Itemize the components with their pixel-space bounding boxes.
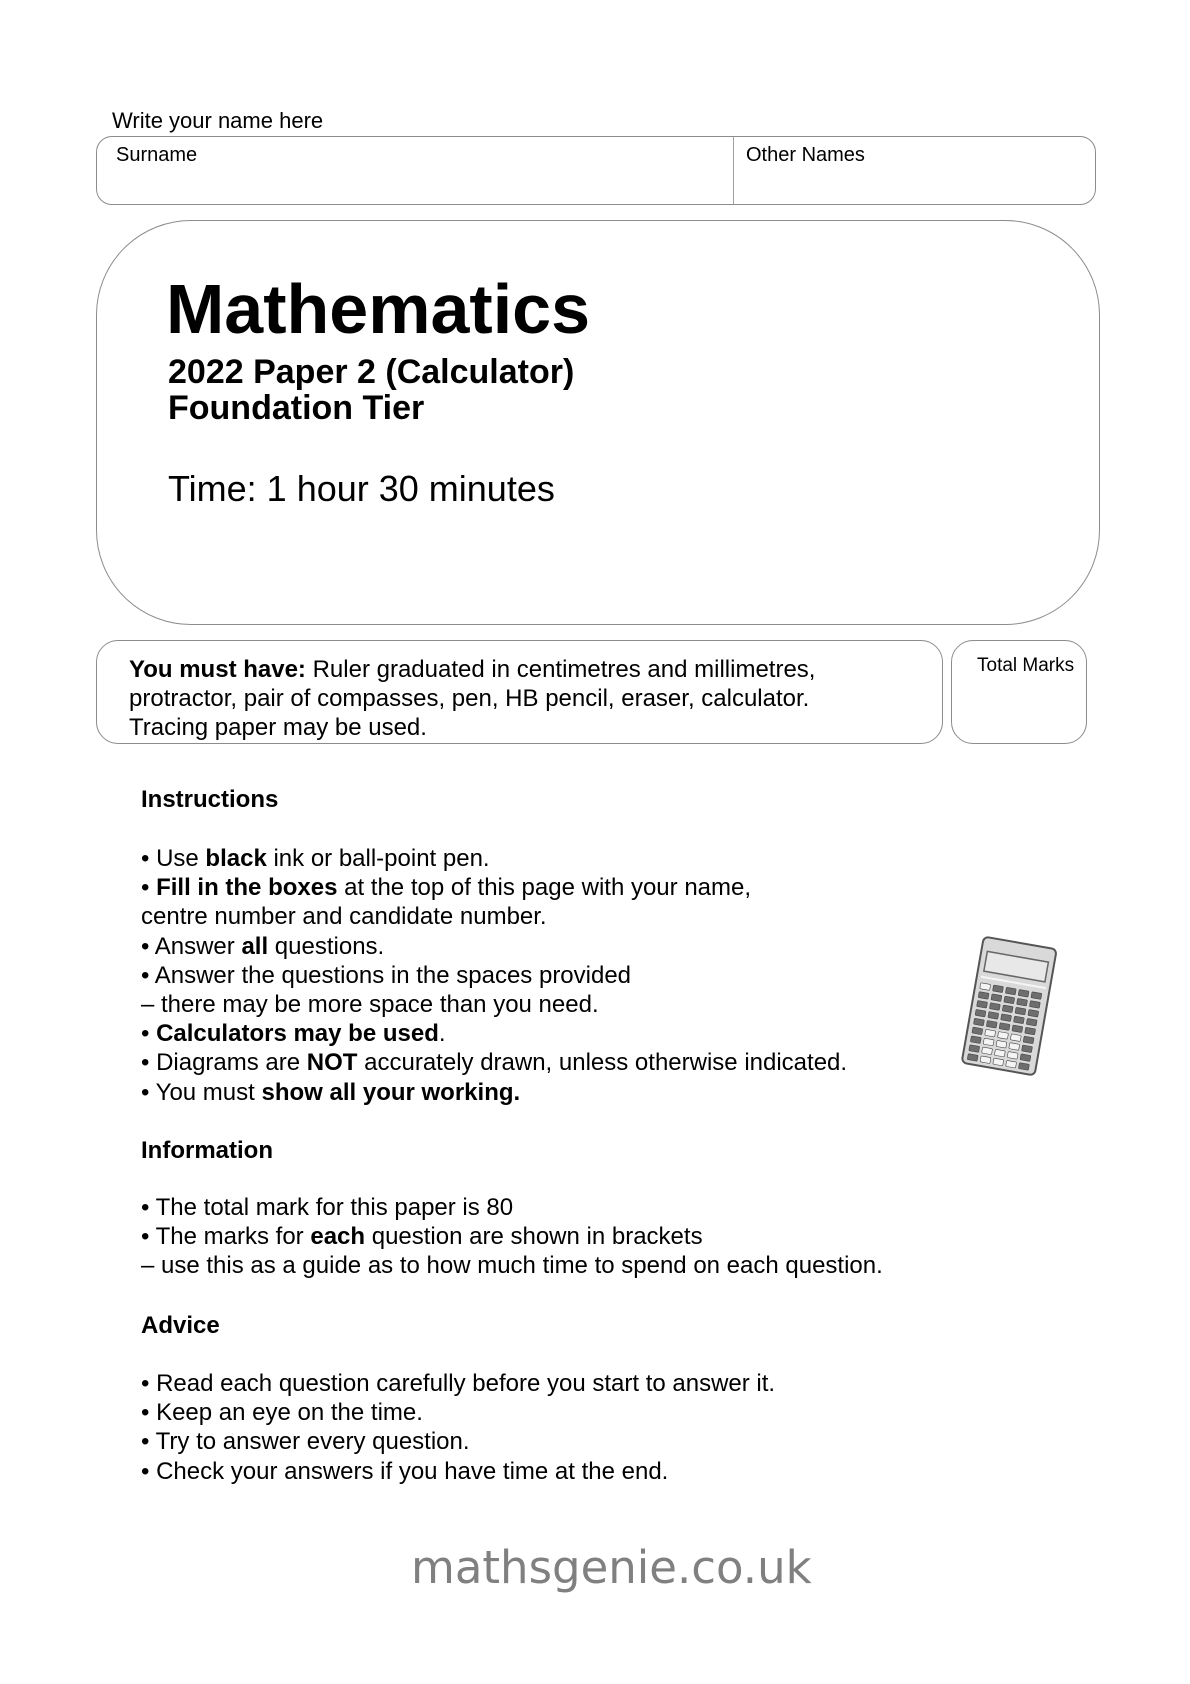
must-have-label: You must have: <box>129 656 306 683</box>
calculator-key <box>1029 1001 1040 1009</box>
information-text: • The marks for <box>141 1223 311 1251</box>
calculator-key <box>991 994 1002 1002</box>
information-heading: Information <box>141 1137 273 1164</box>
calculator-key <box>1004 996 1015 1004</box>
calculator-key <box>983 1038 994 1046</box>
calculator-key <box>999 1023 1010 1031</box>
calculator-key <box>1026 1018 1037 1026</box>
instruction-item <box>141 962 631 990</box>
instruction-text: • Answer <box>141 932 242 960</box>
calculator-key <box>993 1058 1004 1066</box>
total-marks-box[interactable] <box>951 640 1087 744</box>
instruction-item <box>141 1020 446 1048</box>
calculator-key <box>972 1027 983 1035</box>
other-names-field[interactable] <box>741 169 1087 203</box>
calculator-key <box>975 1009 986 1017</box>
instruction-text: questions. <box>268 932 385 960</box>
calculator-key <box>1012 1025 1023 1033</box>
calculator-key <box>1007 1052 1018 1060</box>
must-have-line-3: Tracing paper may be used. <box>129 714 427 741</box>
instruction-text: accurately drawn, unless otherwise indicated. <box>357 1049 848 1077</box>
calculator-key <box>1017 998 1028 1006</box>
write-name-label: Write your name here <box>112 108 324 133</box>
instruction-item <box>141 933 384 961</box>
must-have-line-1 <box>129 656 815 684</box>
advice-item <box>141 1458 668 1486</box>
calculator-key <box>977 1000 988 1008</box>
calculator-key <box>1002 1005 1013 1013</box>
time-allowed: Time: 1 hour 30 minutes <box>168 468 555 509</box>
calculator-key <box>982 1047 993 1055</box>
advice-text: • Read each question carefully before you start to answer it. <box>141 1370 776 1397</box>
calculator-key <box>967 1054 978 1062</box>
instruction-text: centre number and candidate number. <box>141 903 547 931</box>
advice-text: • Keep an eye on the time. <box>141 1399 423 1427</box>
calculator-key <box>980 983 991 991</box>
instruction-text: • <box>141 874 157 902</box>
other-names-label: Other Names <box>746 144 865 166</box>
subject-title: Mathematics <box>166 270 591 348</box>
calculator-key <box>973 1018 984 1026</box>
instruction-emphasis: Calculators may be used <box>156 1020 439 1048</box>
calculator-key <box>980 1056 991 1064</box>
information-emphasis: each <box>310 1223 366 1251</box>
advice-item <box>141 1399 423 1427</box>
calculator-key <box>1006 1060 1017 1068</box>
advice-text: • Try to answer every question. <box>141 1428 470 1456</box>
instruction-item <box>141 874 751 902</box>
instruction-item <box>141 991 599 1019</box>
instruction-emphasis: show all your working. <box>261 1078 521 1106</box>
calculator-key <box>989 1003 1000 1011</box>
calculator-key <box>1025 1027 1036 1035</box>
calculator-key <box>994 1049 1005 1057</box>
tier-title: Foundation Tier <box>168 389 425 427</box>
calculator-key <box>978 992 989 1000</box>
calculator-key <box>970 1036 981 1044</box>
instruction-text: • <box>141 1020 157 1048</box>
information-text: question are shown in brackets <box>365 1223 703 1251</box>
advice-heading: Advice <box>141 1312 220 1339</box>
calculator-key <box>1028 1009 1039 1017</box>
information-item <box>141 1252 883 1280</box>
calculator-key <box>969 1045 980 1053</box>
instruction-item <box>141 1049 847 1077</box>
surname-field[interactable] <box>107 169 727 203</box>
instruction-emphasis: NOT <box>306 1049 358 1077</box>
calculator-key <box>996 1040 1007 1048</box>
calculator-key <box>1013 1016 1024 1024</box>
instruction-text: at the top of this page with your name, <box>337 874 752 902</box>
footer-site: mathsgenie.co.uk <box>411 1541 812 1594</box>
instruction-item <box>141 845 490 873</box>
instruction-text: . <box>438 1020 446 1048</box>
calculator-key <box>988 1012 999 1020</box>
instruction-text: • Diagrams are <box>141 1049 307 1077</box>
instruction-item <box>141 1079 520 1107</box>
instruction-emphasis: black <box>205 845 267 872</box>
calculator-key <box>1009 1043 1020 1051</box>
must-have-text: Ruler graduated in centimetres and millimetres, <box>305 656 816 683</box>
calculator-key <box>1022 1045 1033 1053</box>
instruction-emphasis: all <box>241 932 269 960</box>
calculator-key <box>1023 1036 1034 1044</box>
advice-text: • Check your answers if you have time at the end. <box>141 1457 669 1485</box>
advice-item <box>141 1428 470 1456</box>
instruction-text: • Answer the questions in the spaces provided <box>141 961 632 989</box>
calculator-key <box>1010 1034 1021 1042</box>
information-text: • The total mark for this paper is 80 <box>141 1194 514 1221</box>
calculator-key <box>1005 987 1016 995</box>
calculator-key <box>1018 990 1029 998</box>
instruction-text: – there may be more space than you need. <box>141 991 599 1018</box>
calculator-key <box>1001 1014 1012 1022</box>
instruction-text: • Use <box>141 845 206 872</box>
instructions-heading: Instructions <box>141 786 279 813</box>
information-text: – use this as a guide as to how much time to spend on each question. <box>141 1252 883 1280</box>
calculator-icon <box>958 936 1060 1078</box>
calculator-key <box>1031 992 1042 1000</box>
calculator-key <box>998 1032 1009 1040</box>
instruction-item <box>141 903 547 931</box>
calculator-key <box>993 985 1004 993</box>
advice-item <box>141 1370 775 1398</box>
calculator-key <box>1018 1063 1029 1071</box>
must-have-line-2: protractor, pair of compasses, pen, HB pencil, eraser, calculator. <box>129 685 810 712</box>
calculator-key <box>1015 1007 1026 1015</box>
name-box <box>96 136 1096 205</box>
calculator-key <box>985 1029 996 1037</box>
instruction-emphasis: Fill in the boxes <box>156 874 338 902</box>
calculator-key <box>986 1020 997 1028</box>
calculator-key <box>1020 1054 1031 1062</box>
paper-title: 2022 Paper 2 (Calculator) <box>168 353 575 391</box>
total-marks-label: Total Marks <box>977 655 1075 676</box>
name-divider <box>733 137 734 204</box>
instruction-text: ink or ball-point pen. <box>266 845 490 872</box>
instruction-text: • You must <box>141 1078 262 1106</box>
information-item <box>141 1223 703 1251</box>
surname-label: Surname <box>116 144 198 166</box>
information-item <box>141 1194 513 1222</box>
